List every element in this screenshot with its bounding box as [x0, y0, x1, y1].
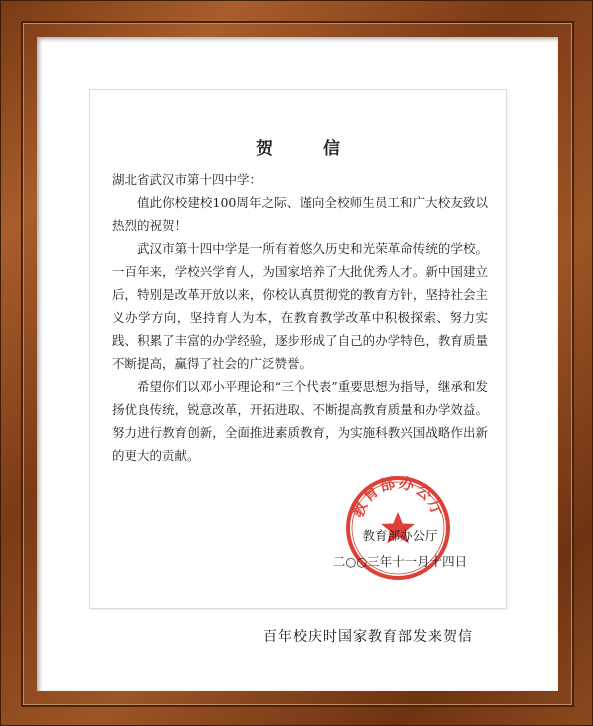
seal-text: 教育部办公厅 — [348, 474, 448, 521]
letter-salutation: 湖北省武汉市第十四中学： — [112, 172, 263, 187]
letter-paragraph-2: 武汉市第十四中学是一所有着悠久历史和光荣革命传统的学校。一百年来，学校兴学育人，为国家培养了大批优秀人才。新中国建立后，特别是改革开放以来，你校认真贯彻党的教育方针，坚持社会主义办学方向，坚持育人为本，在教育教学改革中积极探索、努力实践、积累了丰富的办学经验，逐步形成了自己的办学特色，教育质量不断提高，赢得了社会的广泛赞誉。 — [112, 241, 488, 371]
letter-paragraph-1: 值此你校建校100周年之际、谨向全校师生员工和广大校友致以热烈的祝贺！ — [112, 195, 488, 233]
letter-body — [112, 168, 488, 467]
congratulatory-letter — [89, 89, 507, 609]
letter-paragraph-3: 希望你们以邓小平理论和“三个代表”重要思想为指导，继承和发扬优良传统，锐意改革，开拓进取、不断提高教育质量和办学效益。努力进行教育创新，全面推进素质教育，为实施科教兴国战略作出新的更大的贡献。 — [112, 379, 488, 463]
letter-title: 贺 信 — [256, 139, 362, 159]
letter-date: 二○○三年十一月十四日 — [332, 554, 468, 569]
photo-caption: 百年校庆时国家教育部发来贺信 — [263, 629, 473, 645]
signature: 教育部办公厅 — [362, 528, 438, 543]
